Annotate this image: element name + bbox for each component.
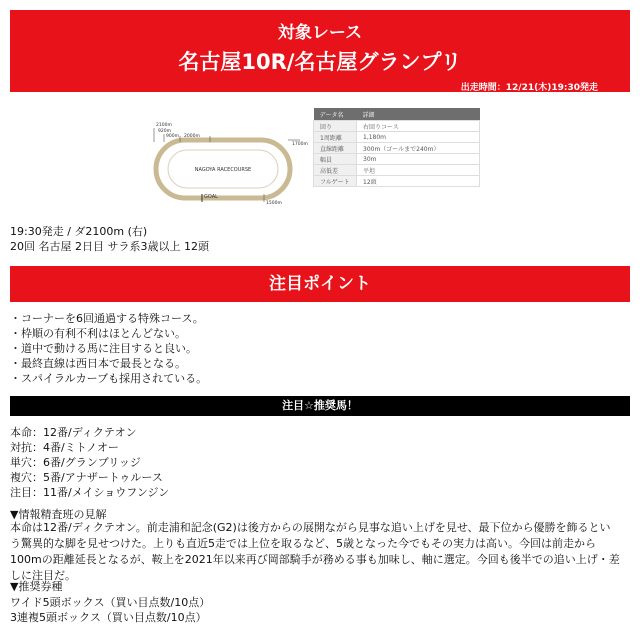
ticket-item: 3連複5頭ボックス（買い目点数/10点）: [10, 611, 207, 624]
table-cell: 12頭: [357, 176, 480, 187]
start-time: 出走時間：12/21(木)19:30発走: [460, 83, 598, 93]
track-name: NAGOYA RACECOURSE: [194, 167, 252, 173]
ticket-item: ワイド5頭ボックス（買い目点数/10点）: [10, 596, 211, 609]
table-cell: フルゲート: [314, 176, 357, 187]
picks-heading: 注目☆推奨馬！: [10, 396, 630, 416]
table-row: [314, 143, 480, 154]
table-cell: 直線距離: [314, 143, 357, 154]
analysis-body: 本命は12番/ディクテオン。前走浦和記念(G2)は後方からの展開ながら見事な追い上げを見せ、最下位から優勝を飾るという驚異的な脚を見せつけた。上りも直近5走では上位を取るなど、5歳となった今でもその実力は高い。今回は前走から100mの距離延長となるが、鞍上を2021年以来再び岡部騎手が務める事も加味し、軸に選定。今回も後半での追い上げ・差しに注目だ。: [10, 521, 620, 582]
label-920: 920m: [158, 129, 171, 134]
label-1700: 1700m: [292, 142, 308, 147]
list-item: ・スパイラルカーブも採用されている。: [10, 372, 208, 385]
table-row: [314, 121, 480, 132]
label-2000: 2000m: [184, 134, 200, 139]
course-info-table: [313, 108, 480, 187]
label-1500: 1500m: [266, 201, 282, 206]
table-header-row: [314, 108, 480, 121]
pick-item: 本命：12番/ディクテオン: [10, 426, 137, 439]
analysis-heading: ▼情報精査班の見解: [10, 508, 107, 521]
pick-item: 対抗：4番/ミトノオー: [10, 441, 119, 454]
table-cell: 1周距離: [314, 132, 357, 143]
pick-item: 単穴：6番/グランブリッジ: [10, 456, 141, 469]
tickets-heading: ▼推奨券種: [10, 580, 63, 593]
label-900: 900m: [166, 134, 179, 139]
list-item: ・最終直線は西日本で最長となる。: [10, 357, 186, 370]
table-cell: 300m（ゴールまで240m）: [357, 143, 480, 154]
table-row: [314, 132, 480, 143]
table-header: データ名: [314, 108, 357, 121]
table-cell: 高低差: [314, 165, 357, 176]
table-row: [314, 165, 480, 176]
race-condition: 19:30発走 / ダ2100m (右): [10, 225, 148, 238]
course-diagram: [150, 118, 308, 206]
table-cell: 回り: [314, 121, 357, 132]
table-cell: 幅員: [314, 154, 357, 165]
table-cell: 右回りコース: [357, 121, 480, 132]
table-row: [314, 154, 480, 165]
list-item: ・コーナーを6回通過する特殊コース。: [10, 312, 204, 325]
goal-label: GOAL: [204, 194, 218, 200]
table-row: [314, 176, 480, 187]
table-cell: 1,180m: [357, 132, 480, 143]
label-2100: 2100m: [156, 123, 172, 128]
points-heading: 注目ポイント: [10, 266, 630, 302]
table-header: 詳細: [357, 108, 480, 121]
pick-item: 注目：11番/メイショウフンジン: [10, 486, 170, 499]
pick-item: 複穴：5番/アナザートゥルース: [10, 471, 163, 484]
race-name: 名古屋10R/名古屋グランプリ: [178, 50, 462, 74]
table-cell: 30m: [357, 154, 480, 165]
race-header: [10, 10, 630, 92]
table-cell: 平坦: [357, 165, 480, 176]
list-item: ・枠順の有利不利はほとんどない。: [10, 327, 186, 340]
header-title: 対象レース: [277, 23, 363, 43]
list-item: ・道中で動ける馬に注目すると良い。: [10, 342, 197, 355]
race-detail: 20回 名古屋 2日目 サラ系3歳以上 12頭: [10, 240, 209, 253]
